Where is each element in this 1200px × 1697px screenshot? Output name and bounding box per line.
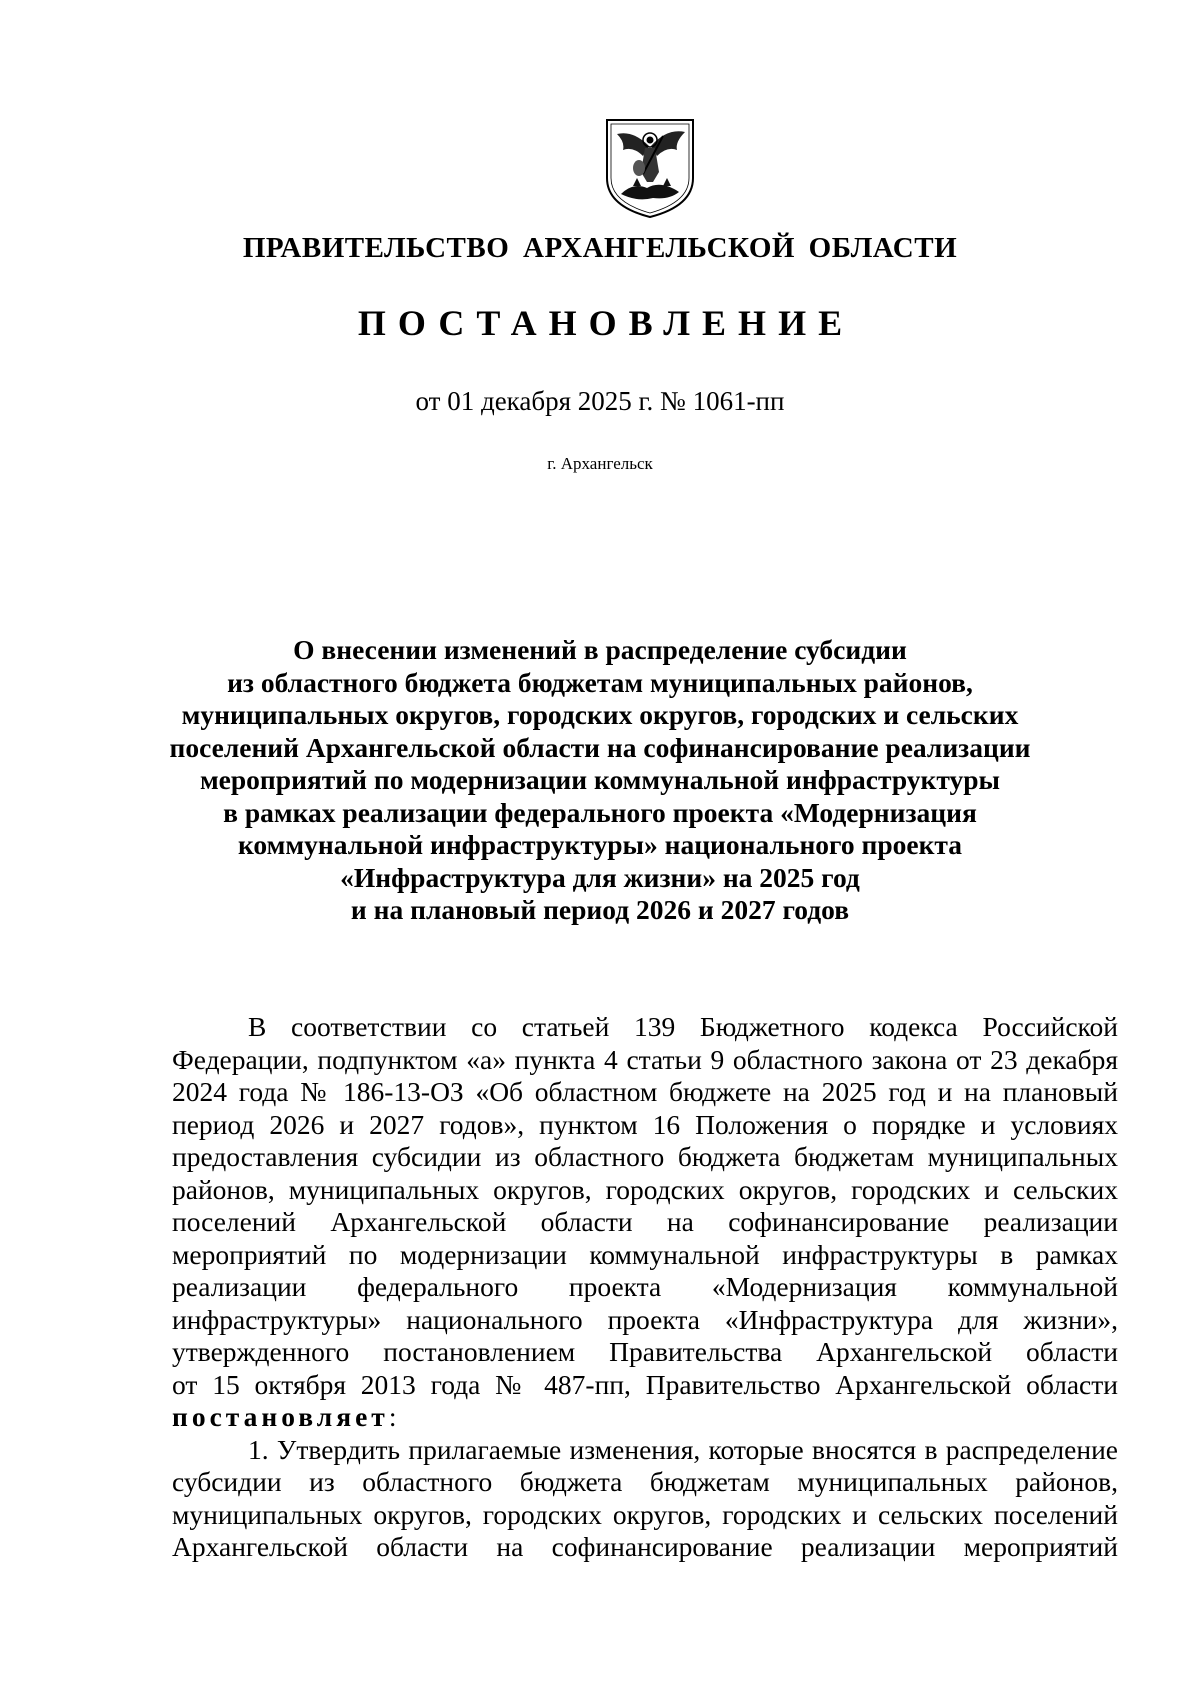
body-paragraph-line: Архангельской области на софинансирование реализации мероприятий (172, 1531, 1118, 1562)
body-paragraph-line: предоставления субсидии из областного бюджета бюджетам муниципальных (172, 1141, 1118, 1172)
coat-of-arms-archangel-icon (603, 116, 697, 220)
subject-line: мероприятий по модернизации коммунальной инфраструктуры (199, 764, 1001, 795)
subject-line: «Инфраструктура для жизни» на 2025 год (340, 861, 860, 893)
document-type-title: ПОСТАНОВЛЕНИЕ (357, 303, 855, 343)
body-paragraph-line: 1. Утвердить прилагаемые изменения, которые вносятся в распределение (248, 1433, 1118, 1465)
body-paragraph-line: реализации федерального проекта «Модернизация коммунальной (172, 1271, 1118, 1302)
resolves-colon: : (388, 1401, 397, 1432)
body-paragraph-line: В соответствии со статьей 139 Бюджетного кодекса Российской (248, 1011, 1118, 1042)
resolves-word: постановляет (172, 1401, 389, 1432)
subject-line: из областного бюджета бюджетам муниципальных районов, (227, 666, 973, 698)
subject-line: коммунальной инфраструктуры» национального проекта (237, 829, 963, 860)
body-paragraph-line: инфраструктуры» национального проекта «Инфраструктура для жизни», (172, 1303, 1118, 1335)
subject-line: О внесении изменений в распределение субсидии (293, 634, 907, 665)
body-paragraph-line: муниципальных округов, городских округов, городских и сельских поселений (172, 1498, 1118, 1530)
body-paragraph-line: районов, муниципальных округов, городских округов, городских и сельских (172, 1173, 1118, 1205)
body-paragraph-line: от 15 октября 2013 года № 487-пп, Правительство Архангельской области (172, 1368, 1118, 1400)
document-body (172, 1011, 1118, 1564)
document-city: г. Архангельск (547, 454, 653, 473)
body-paragraph-line: субсидии из областного бюджета бюджетам муниципальных районов, (172, 1466, 1118, 1497)
body-paragraph-line: 2024 года № 186-13-ОЗ «Об областном бюджете на 2025 год и на плановый (172, 1076, 1118, 1107)
body-paragraph-line: утвержденного постановлением Правительства Архангельской области (172, 1336, 1118, 1367)
government-title: ПРАВИТЕЛЬСТВО АРХАНГЕЛЬСКОЙ ОБЛАСТИ (242, 232, 958, 264)
resolves-line (172, 1401, 1118, 1434)
body-paragraph-line: Федерации, подпунктом «а» пункта 4 статьи 9 областного закона от 23 декабря (172, 1043, 1118, 1075)
document-subject (150, 634, 1050, 927)
body-paragraph-line: мероприятий по модернизации коммунальной инфраструктуры в рамках (172, 1238, 1118, 1270)
body-paragraph-line: поселений Архангельской области на софинансирование реализации (172, 1206, 1118, 1237)
document-date-number: от 01 декабря 2025 г. № 1061-пп (415, 386, 785, 416)
subject-line: муниципальных округов, городских округов, городских и сельских (181, 699, 1019, 730)
subject-line: поселений Архангельской области на софинансирование реализации (169, 731, 1031, 763)
subject-line: в рамках реализации федерального проекта «Модернизация (223, 796, 977, 828)
subject-line: и на плановый период 2026 и 2027 годов (350, 894, 850, 925)
body-paragraph-line: период 2026 и 2027 годов», пунктом 16 Положения о порядке и условиях (172, 1108, 1118, 1140)
